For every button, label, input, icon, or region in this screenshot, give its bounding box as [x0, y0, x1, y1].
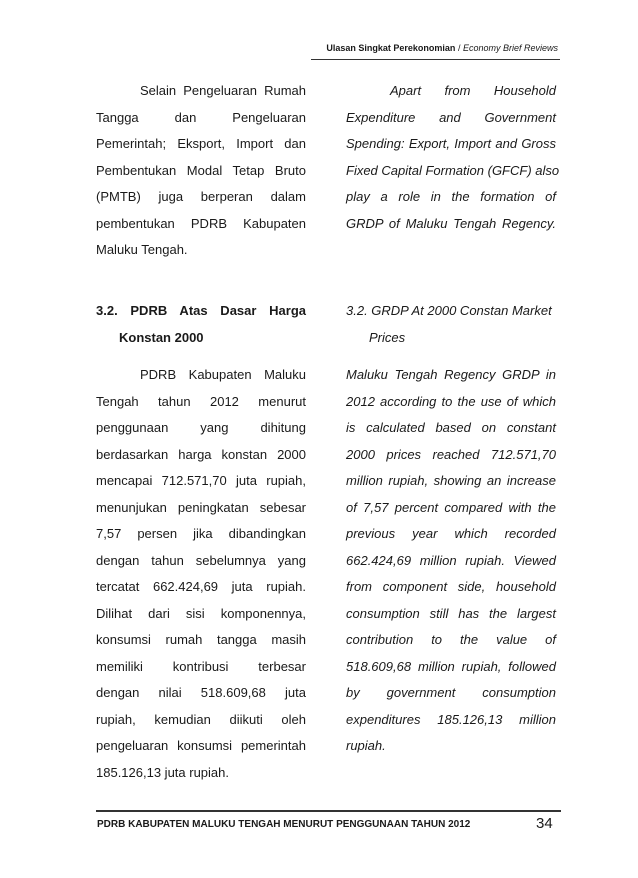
para-line: pengeluaran konsumsi pemerintah [96, 738, 306, 753]
footer-title: PDRB KABUPATEN MALUKU TENGAH MENURUT PENGGUNAAN TAHUN 2012 [97, 819, 471, 830]
para-line: 185.126,13 juta rupiah. [96, 764, 229, 780]
para-line: Expenditure and Government [346, 109, 556, 125]
para-line: penggunaan yang dihitung [96, 420, 306, 435]
header-rule [311, 59, 560, 60]
footer-rule [96, 810, 561, 812]
page-number: 34 [536, 815, 553, 832]
para-line: PDRB Kabupaten Maluku [140, 367, 306, 382]
para-line: 2012 according to the use of which [346, 393, 556, 409]
header-title-en: Economy Brief Reviews [462, 43, 558, 53]
para-line: dengan tahun sebelumnya yang [96, 552, 306, 568]
para-line: contribution to the value of [346, 632, 556, 647]
header-separator: / [455, 43, 463, 53]
para-line: play a role in the formation of [346, 189, 556, 204]
para2-indonesian [96, 362, 306, 786]
para-line: pembentukan PDRB Kabupaten [96, 215, 306, 231]
para-line: mencapai 712.571,70 juta rupiah, [96, 473, 306, 488]
para-line: consumption still has the largest [346, 605, 556, 621]
para-line: Selain Pengeluaran Rumah [140, 83, 306, 98]
para-line: Pemerintah; Eksport, Import dan [96, 136, 306, 151]
para-line: Spending: Export, Import and Gross [346, 136, 556, 151]
para-line: expenditures 185.126,13 million [346, 711, 556, 727]
header-title-id: Ulasan Singkat Perekonomian [326, 43, 456, 53]
section-heading-en [346, 298, 556, 351]
para-line: 518.609,68 million rupiah, followed [346, 658, 556, 674]
section-heading-line: Konstan 2000 [119, 329, 204, 345]
para-line: rupiah, kemudian diikuti oleh [96, 711, 306, 727]
para-line: 2000 prices reached 712.571,70 [346, 446, 556, 462]
para-line: Maluku Tengah Regency GRDP in [346, 367, 556, 382]
para-line: previous year which recorded [346, 526, 556, 541]
para-line: konsumsi rumah tangga masih [96, 632, 306, 647]
para-line: Maluku Tengah. [96, 242, 188, 257]
para-line: tercatat 662.424,69 juta rupiah. [96, 579, 306, 594]
para-line: million rupiah, showing an increase [346, 473, 556, 488]
para1-english [346, 78, 560, 237]
para-line: memiliki kontribusi terbesar [96, 658, 306, 674]
section-heading-id [96, 298, 306, 351]
para-line: 662.424,69 million rupiah. Viewed [346, 552, 556, 568]
para-line: Tangga dan Pengeluaran [96, 109, 306, 125]
section-heading-line: 3.2. PDRB Atas Dasar Harga [96, 303, 306, 318]
para-line: of 7,57 percent compared with the [346, 499, 556, 515]
para-line: from component side, household [346, 579, 556, 594]
para-line: berdasarkan harga konstan 2000 [96, 446, 306, 462]
para-line: rupiah. [346, 738, 386, 753]
para-line: by government consumption [346, 685, 556, 700]
para-line: Dilihat dari sisi komponennya, [96, 605, 306, 621]
para-line: Apart from Household [390, 83, 556, 98]
para-line: menunjukan peningkatan sebesar [96, 499, 306, 515]
section-heading-line: 3.2. GRDP At 2000 Constan Market [346, 303, 552, 318]
para-line: Pembentukan Modal Tetap Bruto [96, 162, 306, 178]
para-line: (PMTB) juga berperan dalam [96, 189, 306, 204]
para-line: dengan nilai 518.609,68 juta [96, 685, 306, 700]
para-line: is calculated based on constant [346, 420, 556, 435]
para-line: 7,57 persen jika dibandingkan [96, 526, 306, 541]
running-header [326, 43, 558, 53]
para-line: Fixed Capital Formation (GFCF) also [346, 162, 560, 178]
para-line: GRDP of Maluku Tengah Regency. [346, 215, 556, 231]
para-line: Tengah tahun 2012 menurut [96, 393, 306, 409]
section-heading-line: Prices [369, 329, 406, 345]
para1-indonesian [96, 78, 306, 264]
para2-english [346, 362, 556, 760]
